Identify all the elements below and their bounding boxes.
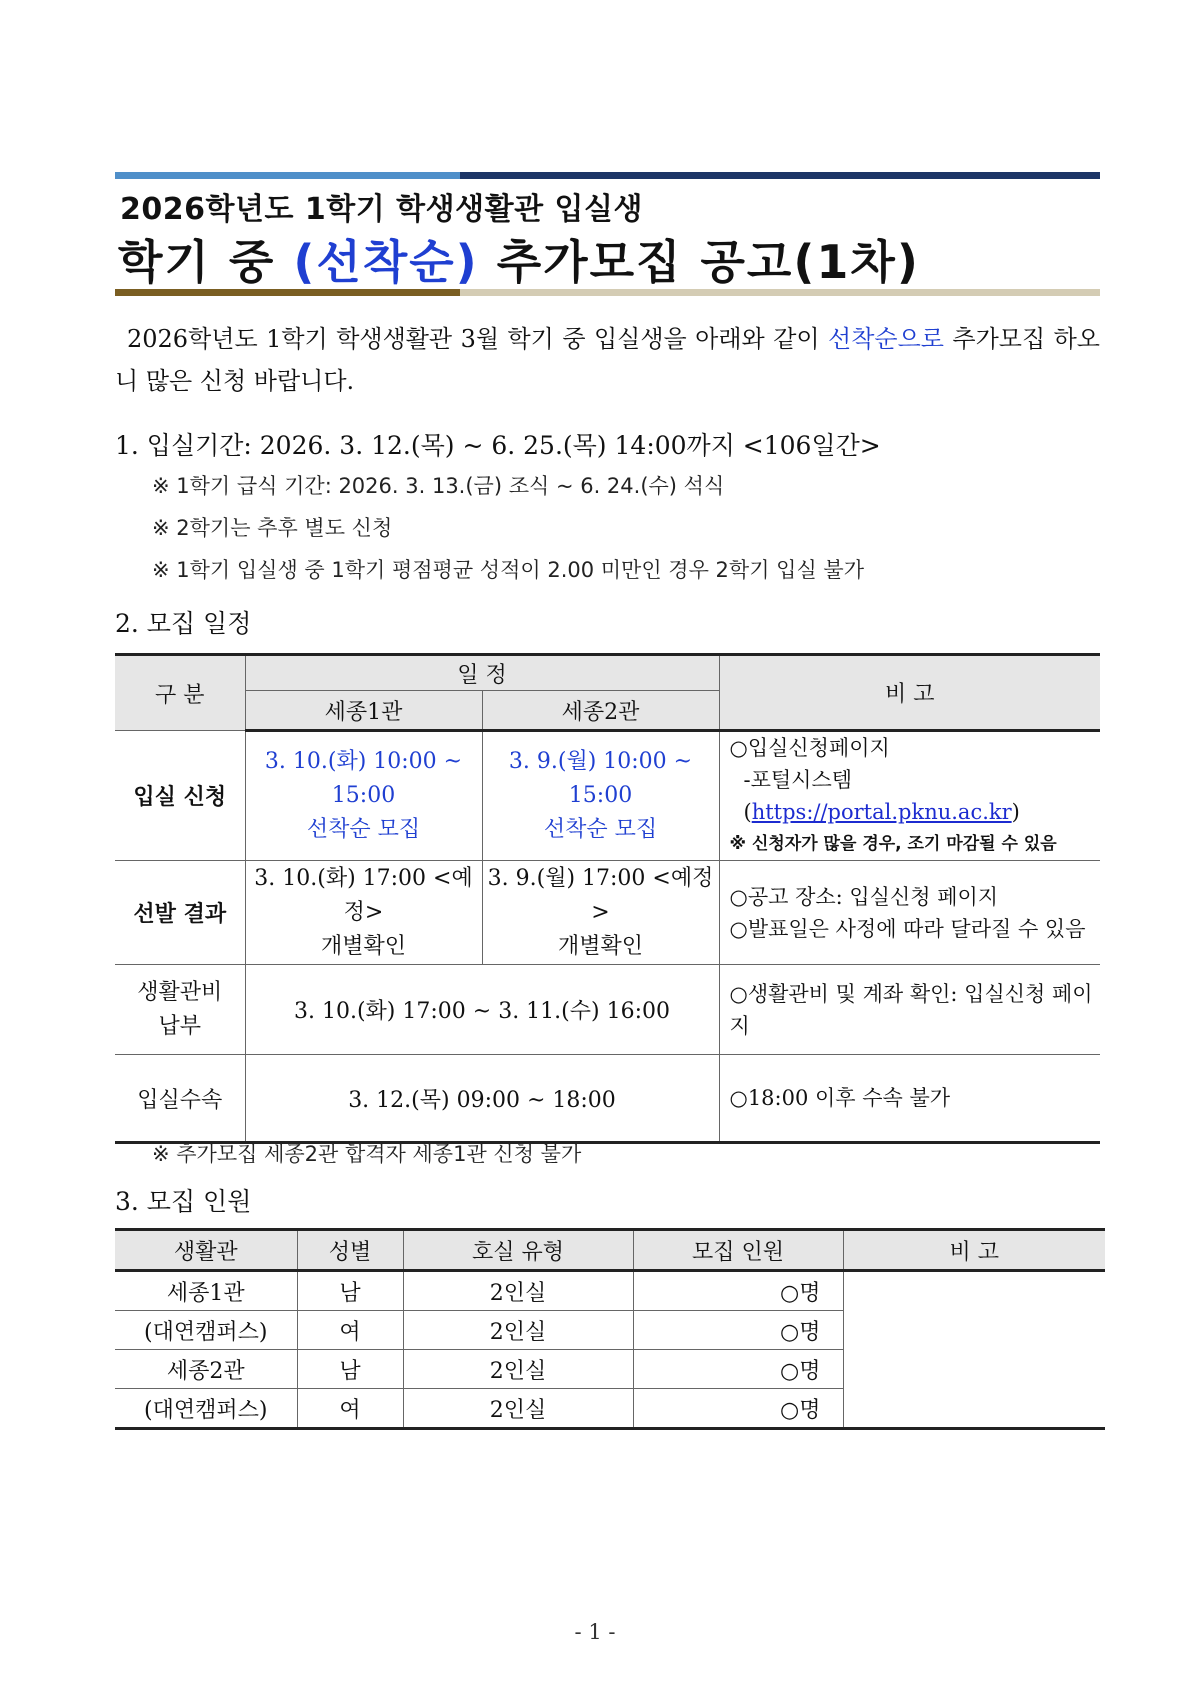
fee-label-2: 납부 — [158, 1013, 201, 1039]
quota-col-room: 호실 유형 — [403, 1230, 633, 1271]
checkin-schedule: 3. 12.(목) 09:00 ~ 18:00 — [245, 1055, 719, 1143]
header-bottom-rule — [115, 289, 1100, 296]
header-subtitle: 2026학년도 1학기 학생생활관 입실생 — [120, 192, 643, 227]
section1-note-2: ※ 2학기는 추후 별도 신청 — [152, 516, 393, 540]
title-post: 추가모집 공고(1차) — [478, 235, 920, 289]
quota-count: ○명 — [633, 1389, 843, 1429]
result-hall2-mode: 개별확인 — [557, 933, 643, 959]
apply-remark-3: ※ 신청자가 많을 경우, 조기 마감될 수 있음 — [729, 834, 1057, 854]
section1-heading: 1. 입실기간: 2026. 3. 12.(목) ~ 6. 25.(목) 14:00까지 <106일간> — [115, 431, 881, 460]
section2-note: ※ 추가모집 세종2관 합격자 세종1관 신청 불가 — [152, 1142, 582, 1166]
table-row — [115, 965, 1100, 1055]
fee-schedule: 3. 10.(화) 17:00 ~ 3. 11.(수) 16:00 — [245, 965, 719, 1055]
quota-hall1-line1: 세종1관 — [115, 1271, 297, 1311]
intro-pre: 2026학년도 1학기 학생생활관 3월 학기 중 입실생을 아래와 같이 — [127, 325, 829, 353]
intro-paragraph — [115, 318, 1100, 402]
quota-col-gender: 성별 — [297, 1230, 403, 1271]
result-hall2 — [482, 861, 719, 965]
row-label-apply: 입실 신청 — [115, 731, 245, 861]
quota-remark — [843, 1271, 1105, 1429]
result-remark — [719, 861, 1100, 965]
col-hall1: 세종1관 — [245, 691, 482, 731]
checkin-remark: ○18:00 이후 수속 불가 — [719, 1055, 1100, 1143]
result-hall2-date: 3. 9.(월) 17:00 <예정> — [487, 865, 714, 925]
apply-hall1-date: 3. 10.(화) 10:00 ~ 15:00 — [264, 749, 463, 808]
table-row — [115, 731, 1100, 861]
page-title — [118, 226, 920, 292]
apply-remark-2-pre: -포털시스템( — [743, 768, 853, 824]
quota-gender: 남 — [297, 1350, 403, 1389]
section3-heading: 3. 모집 인원 — [115, 1187, 252, 1216]
quota-room: 2인실 — [403, 1389, 633, 1429]
col-hall2: 세종2관 — [482, 691, 719, 731]
section2-heading: 2. 모집 일정 — [115, 609, 252, 638]
result-remark-2: ○발표일은 사정에 따라 달라질 수 있음 — [729, 916, 1086, 941]
apply-hall2 — [482, 731, 719, 861]
quota-count: ○명 — [633, 1350, 843, 1389]
page-number: - 1 - — [574, 1620, 616, 1644]
quota-col-remark: 비 고 — [843, 1230, 1105, 1271]
title-highlight: (선착순) — [293, 235, 479, 289]
table-row — [115, 1055, 1100, 1143]
title-pre: 학기 중 — [118, 235, 294, 289]
intro-post: 추가모집 하오니 많은 신청 바랍니다. — [115, 325, 1100, 395]
section1-note-1: ※ 1학기 급식 기간: 2026. 3. 13.(금) 조식 ~ 6. 24.(수) 석식 — [152, 474, 725, 498]
quota-col-hall: 생활관 — [115, 1230, 297, 1271]
quota-count: ○명 — [633, 1271, 843, 1311]
apply-remark-1: ○입실신청페이지 — [729, 736, 890, 760]
result-hall1-date: 3. 10.(화) 17:00 <예정> — [254, 865, 473, 925]
fee-label-1: 생활관비 — [137, 979, 223, 1005]
quota-col-count: 모집 인원 — [633, 1230, 843, 1271]
result-hall1 — [245, 861, 482, 965]
col-category: 구 분 — [115, 655, 245, 731]
apply-hall2-mode: 선착순 모집 — [543, 817, 658, 842]
portal-link[interactable]: https://portal.pknu.ac.kr — [751, 800, 1012, 824]
schedule-table — [115, 653, 1100, 1144]
row-label-fee — [115, 965, 245, 1055]
apply-hall2-date: 3. 9.(월) 10:00 ~ 15:00 — [508, 749, 693, 808]
table-row — [115, 1271, 1105, 1311]
quota-room: 2인실 — [403, 1350, 633, 1389]
table-row — [115, 861, 1100, 965]
col-remark: 비 고 — [719, 655, 1100, 731]
apply-hall1 — [245, 731, 482, 861]
apply-remark-2 — [730, 764, 1101, 828]
col-schedule: 일 정 — [245, 655, 719, 691]
quota-hall2-line2: (대연캠퍼스) — [115, 1389, 297, 1429]
quota-count: ○명 — [633, 1311, 843, 1350]
quota-hall1-line2: (대연캠퍼스) — [115, 1311, 297, 1350]
result-remark-1: ○공고 장소: 입실신청 페이지 — [729, 884, 999, 909]
header-top-rule — [115, 172, 1100, 179]
result-hall1-mode: 개별확인 — [320, 933, 406, 959]
apply-hall1-mode: 선착순 모집 — [306, 817, 421, 842]
row-label-checkin: 입실수속 — [115, 1055, 245, 1143]
quota-gender: 여 — [297, 1311, 403, 1350]
quota-hall2-line1: 세종2관 — [115, 1350, 297, 1389]
quota-room: 2인실 — [403, 1311, 633, 1350]
apply-remark — [719, 731, 1100, 861]
quota-gender: 여 — [297, 1389, 403, 1429]
row-label-result: 선발 결과 — [115, 861, 245, 965]
quota-gender: 남 — [297, 1271, 403, 1311]
apply-remark-2-post: ) — [1011, 800, 1020, 824]
quota-table — [115, 1228, 1105, 1430]
intro-highlight: 선착순으로 — [828, 325, 944, 353]
quota-room: 2인실 — [403, 1271, 633, 1311]
fee-remark: ○생활관비 및 계좌 확인: 입실신청 페이지 — [719, 965, 1100, 1055]
section1-note-3: ※ 1학기 입실생 중 1학기 평점평균 성적이 2.00 미만인 경우 2학기 입실 불가 — [152, 558, 864, 582]
